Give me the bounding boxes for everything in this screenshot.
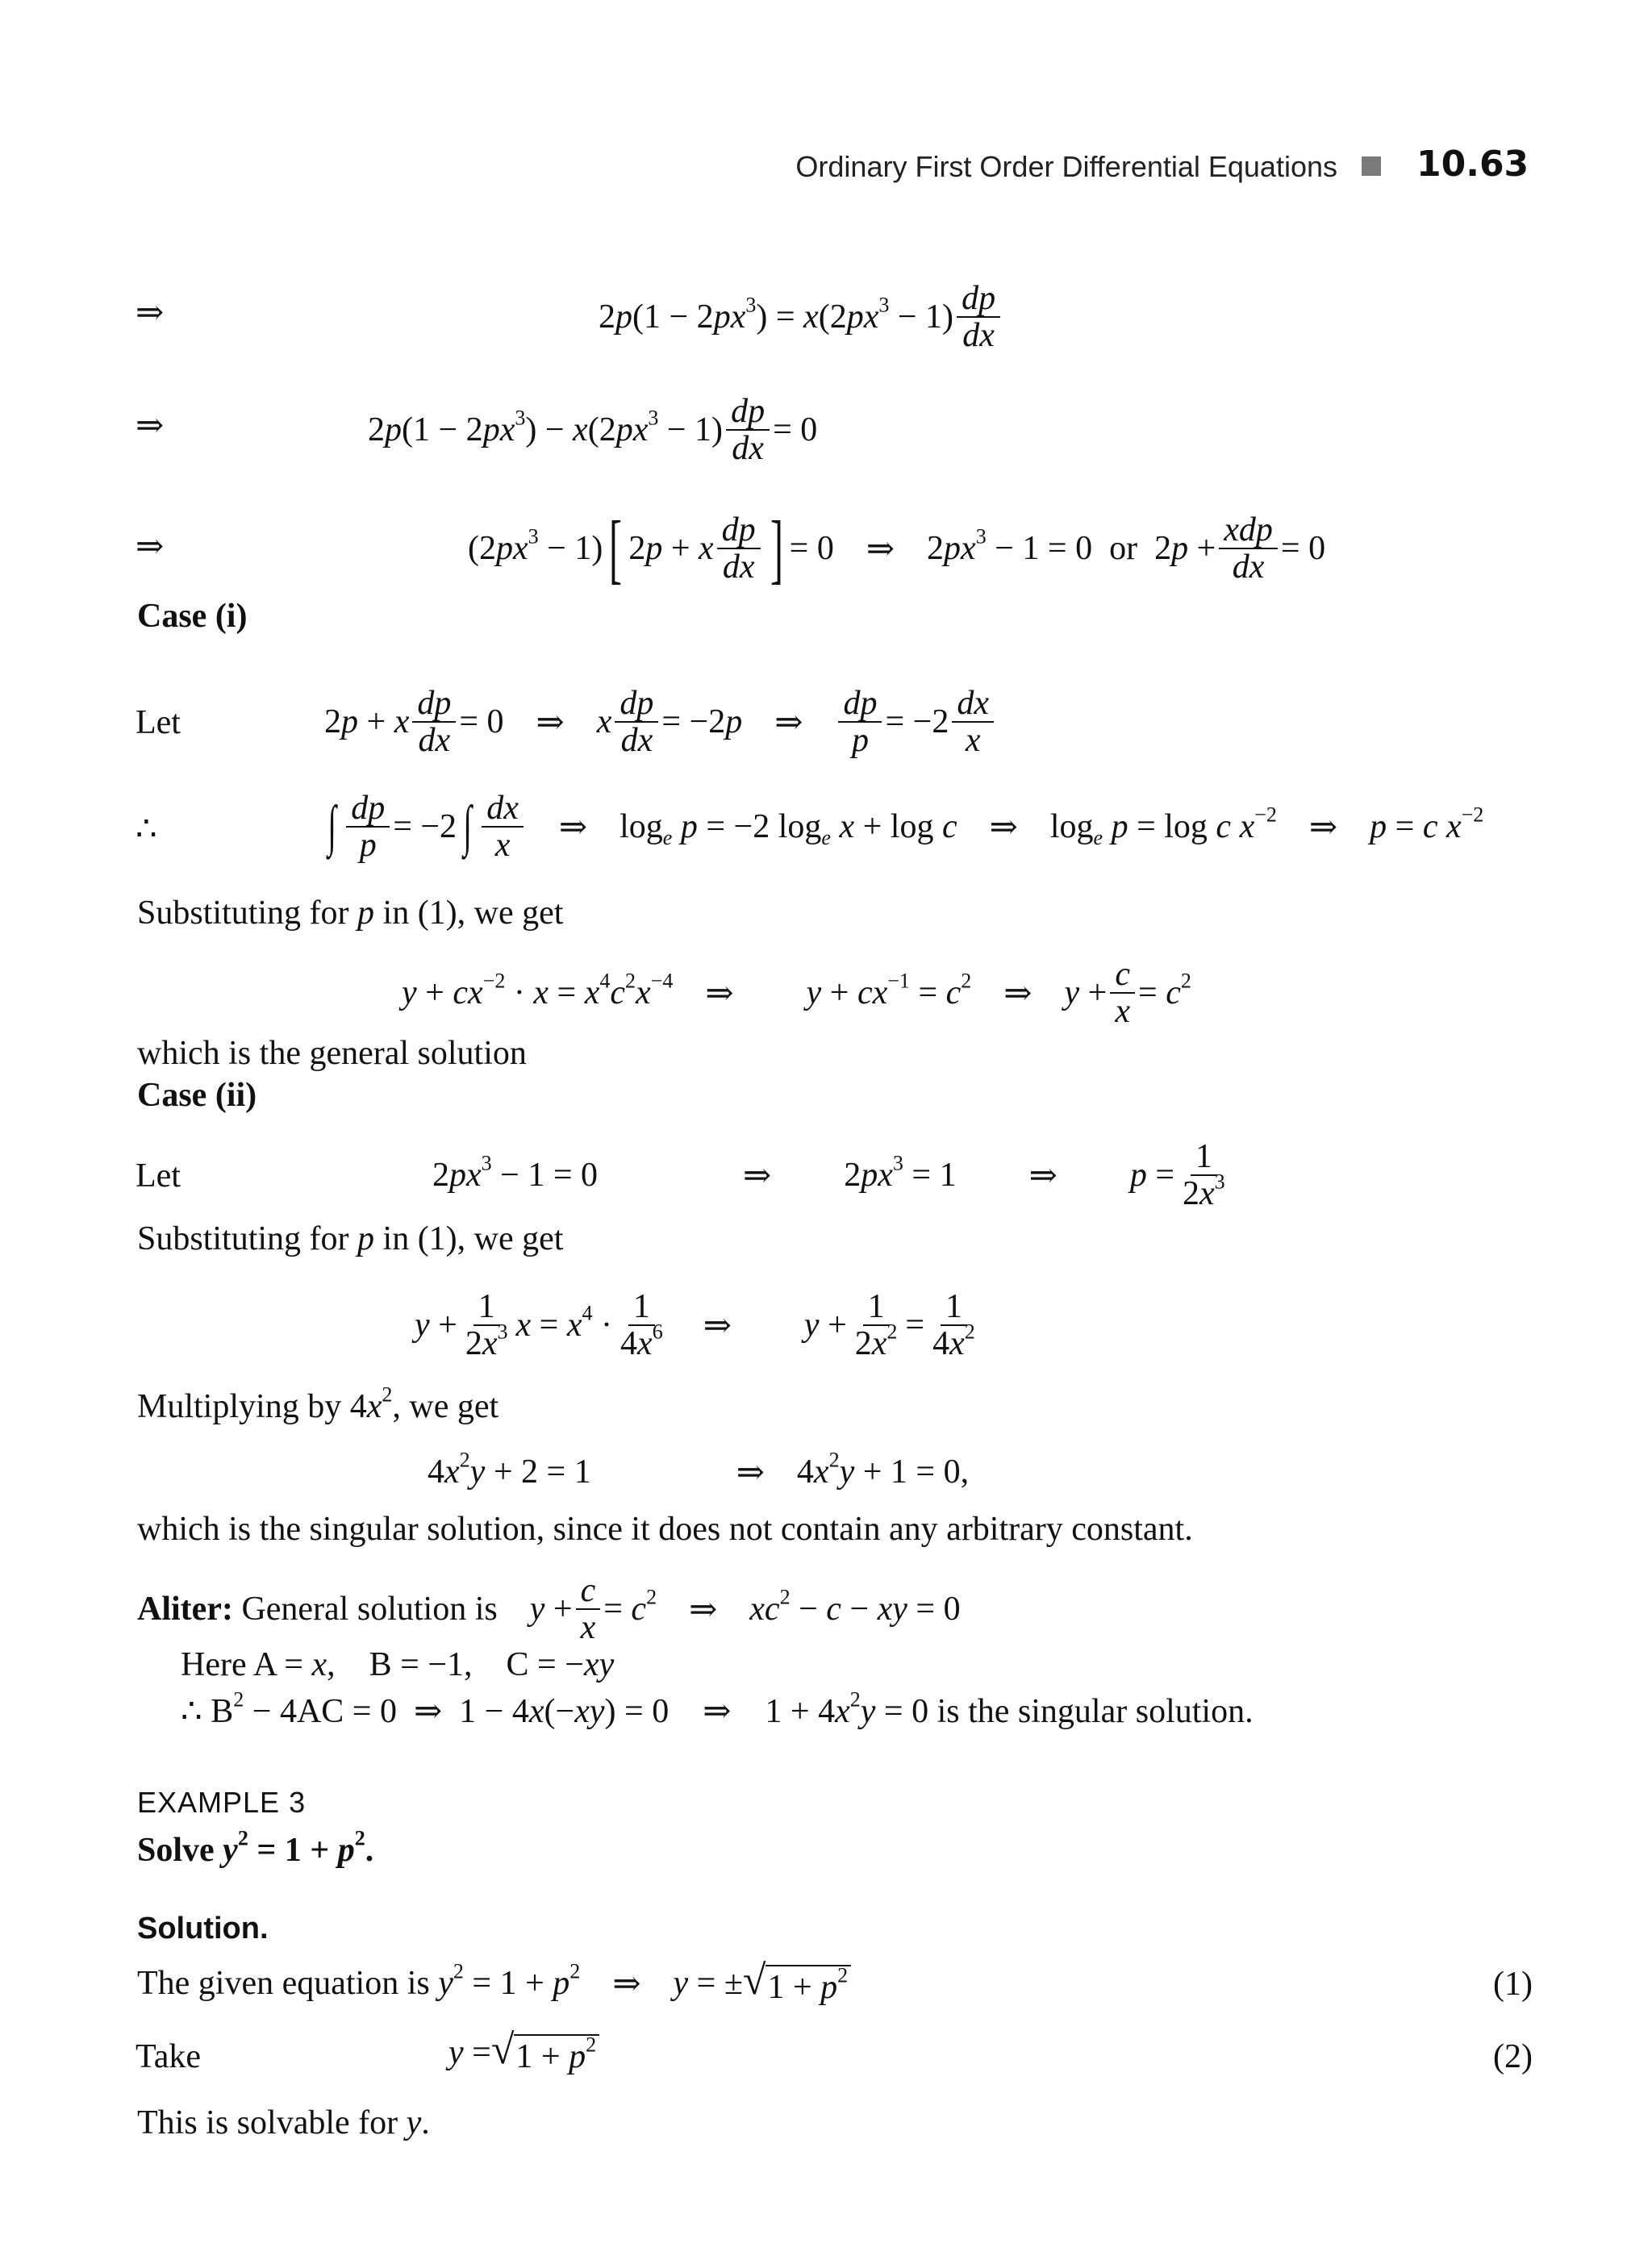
case-heading: Case (ii) — [137, 1077, 257, 1114]
singular-solution-text: which is the singular solution, since it does not contain any arbitrary constant. — [137, 1511, 1193, 1548]
substituting-text: Substituting for p in (1), we get — [137, 894, 564, 932]
implies-symbol: ⇒ — [136, 294, 165, 332]
general-solution-text: which is the general solution — [137, 1035, 527, 1072]
implies-symbol: ⇒ — [136, 407, 165, 444]
aliter-label: Aliter: — [137, 1591, 233, 1628]
page-number: 10.63 — [1416, 144, 1529, 185]
example-title: Solve $y^2 = 1 + p^2$. — [137, 1826, 374, 1869]
therefore-symbol: ∴ — [136, 811, 157, 848]
case-heading: Case (i) — [137, 598, 248, 635]
take-label: Take — [136, 2038, 202, 2075]
equation: $2px^3 - 1 = 0$ ⇒ $2px^3 = 1$ ⇒ p = $\frac{1}{2x^3}$ — [432, 1138, 1225, 1213]
equation: $2p(1 - 2px^3) - x(2px^3 - 1)$ $\frac{dp}{dx}$ = 0 — [368, 393, 818, 468]
equation: The given equation is $y^2 = 1 + p^2$ ⇒ y = ± √ $1 + p^2$ — [137, 1960, 851, 2007]
equation: $y + cx^{-2} \cdot x = x^4c^2x^{-4}$ ⇒ $y + cx^{-1} = c^2$ ⇒ y + $\frac{c}{x}$ = $c^2$ — [402, 956, 1191, 1031]
multiplying-text: Multiplying by $4x^2$, we get — [137, 1382, 499, 1425]
equation: $4x^2y + 2 = 1$ ⇒ $4x^2y + 1 = 0$, — [428, 1448, 970, 1491]
equation: $2p(1 - 2px^3) = x(2px^3 - 1)$ $\frac{dp}{dx}$ — [599, 281, 1003, 353]
aliter-text: General solution is — [232, 1591, 498, 1628]
equation-number: (1) — [1493, 1966, 1533, 2003]
equation: y = √ $1 + p^2$ — [448, 2029, 599, 2076]
equation: ∫ $\frac{dp}{p}$ = −2 ∫ $\frac{dx}{x}$ ⇒ $\log_e p = -2$ $\log_e x + \log c$ ⇒ $\log_e p = \log c$ $x^{-2}$ ⇒ p = c $x^{-2}$ — [327, 790, 1484, 865]
example-label: EXAMPLE 3 — [137, 1786, 307, 1819]
solvable-text: This is solvable for y. — [137, 2104, 430, 2141]
solution-label: Solution. — [137, 1912, 269, 1945]
let-label: Let — [136, 1157, 181, 1195]
equation: y + $\frac{1}{2x^3}$ $x = x^4$ · $\frac{1}{4x^6}$ ⇒ y + $\frac{1}{2x^2}$ = $\frac{1}{4x^2}$ — [415, 1288, 975, 1363]
let-label: Let — [136, 704, 181, 741]
running-header-title: Ordinary First Order Differential Equations — [795, 150, 1337, 183]
aliter-here-line: Here A = x, B = −1, C = −xy — [181, 1646, 615, 1683]
implies-symbol: ⇒ — [136, 528, 165, 565]
aliter-discriminant-line: ∴ $B^2 - 4AC = 0$ ⇒ 1 − 4x(−xy) = 0 ⇒ $1 + 4x^2y = 0$ is the singular solution. — [181, 1687, 1254, 1730]
header-square-icon — [1362, 156, 1381, 176]
aliter-line: Aliter: General solution is y + $\frac{c}{x}$ = $c^2$ ⇒ $xc^2 - c$ − xy = 0 — [137, 1572, 961, 1647]
equation: 2p + x $\frac{dp}{dx}$ = 0 ⇒ x $\frac{dp}{dx}$ = −2p ⇒ $\frac{dp}{p}$ = −2 $\frac{dx}{x}$ — [324, 686, 997, 758]
substituting-text: Substituting for p in (1), we get — [137, 1220, 564, 1257]
equation: $(2px^3 - 1)$ [ 2p + x $\frac{dp}{dx}$ ] = 0 ⇒ $2px^3 - 1 = 0$ or 2p + $\frac{\text{xdp}}{dx}$ = 0 — [468, 505, 1326, 591]
equation-number: (2) — [1493, 2038, 1533, 2075]
